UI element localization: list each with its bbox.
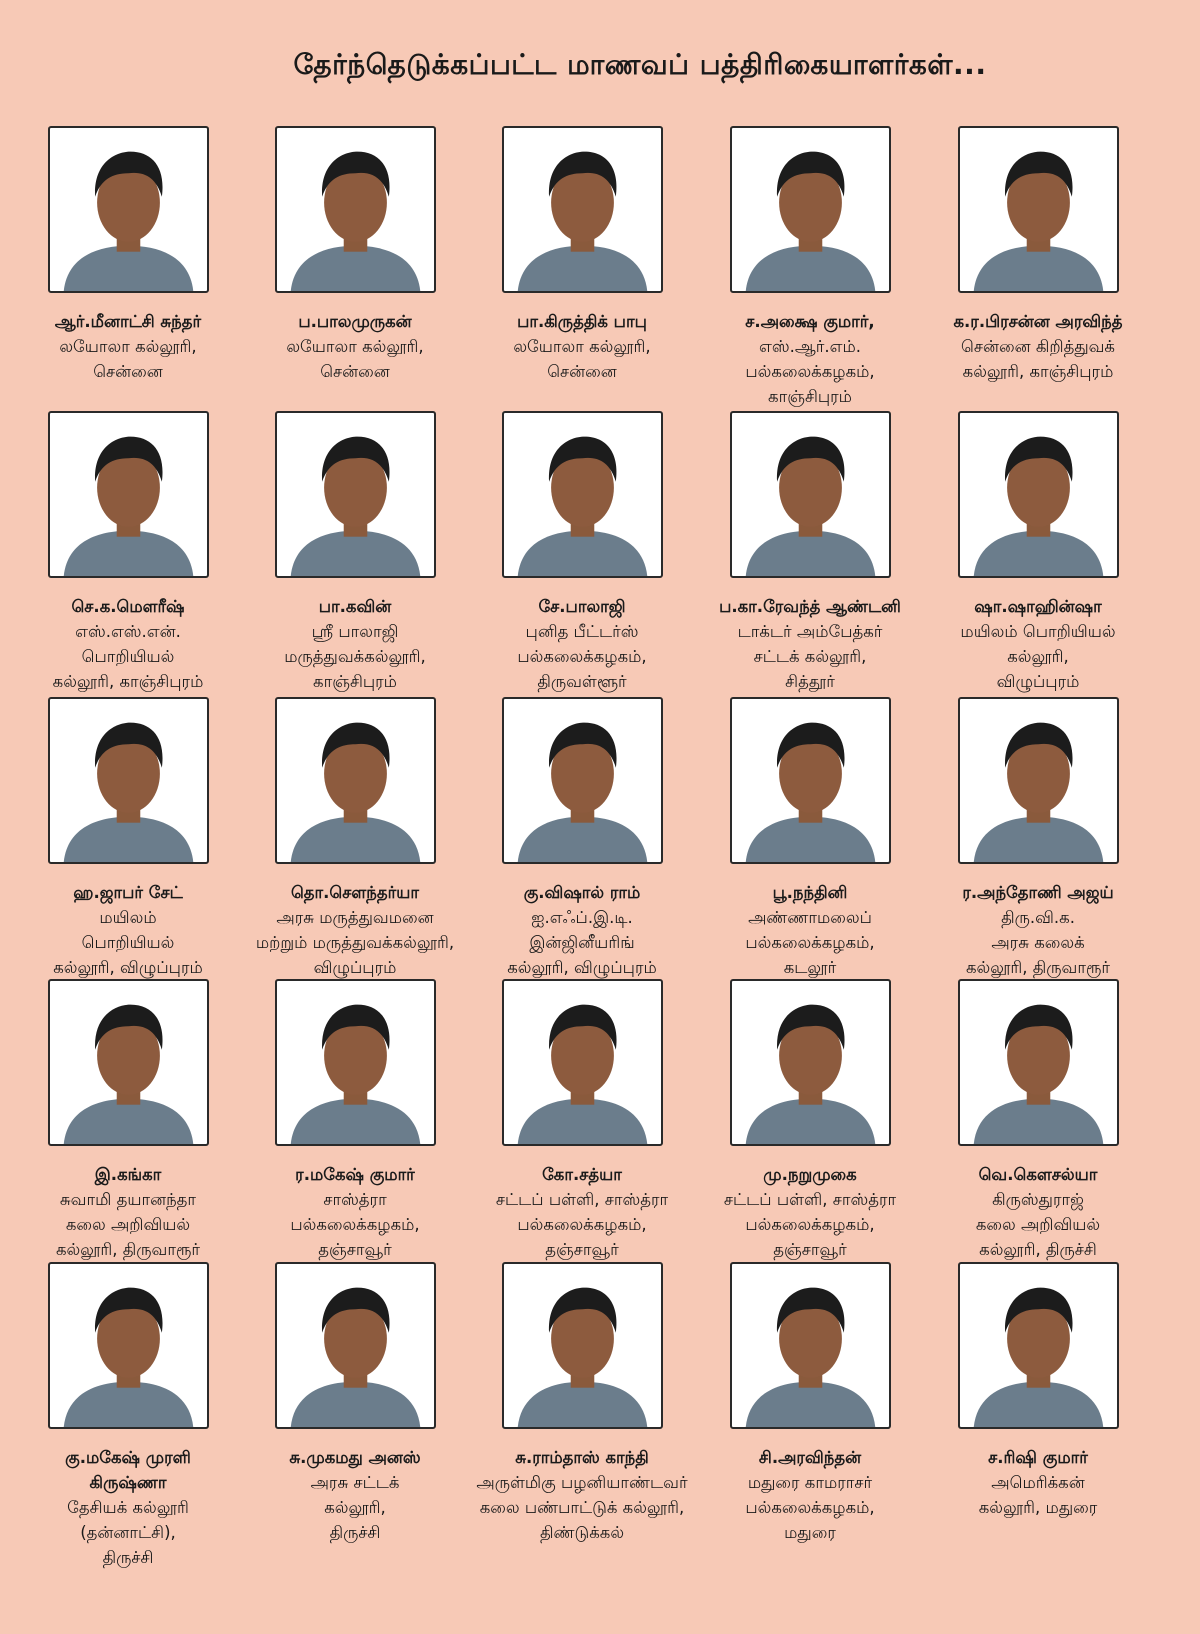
photo-frame bbox=[502, 697, 663, 864]
portrait-image bbox=[732, 981, 889, 1144]
student-name-line: ஆர்.மீனாட்சி சுந்தர் bbox=[54, 312, 202, 331]
institution-line: திருச்சி bbox=[102, 1548, 154, 1567]
student-name-line: கு.விஷால் ராம் bbox=[523, 883, 641, 902]
portrait-image bbox=[960, 413, 1117, 576]
institution-line: சட்டக் கல்லூரி, bbox=[753, 647, 867, 666]
profile-card bbox=[10, 697, 246, 980]
profile-card bbox=[920, 411, 1156, 694]
institution-line: சட்டப் பள்ளி, சாஸ்த்ரா bbox=[723, 1190, 897, 1209]
page-title: தேர்ந்தெடுக்கப்பட்ட மாணவப் பத்திரிகையாளர்கள்... bbox=[293, 48, 987, 81]
student-name bbox=[10, 880, 246, 905]
student-name bbox=[237, 1445, 473, 1470]
student-name-line: மு.நறுமுகை bbox=[763, 1165, 857, 1184]
profile-card bbox=[10, 126, 246, 384]
photo-frame bbox=[730, 1262, 891, 1429]
institution-line: மற்றும் மருத்துவக்கல்லூரி, bbox=[255, 933, 455, 952]
institution-line: காஞ்சிபுரம் bbox=[313, 672, 397, 691]
photo-frame bbox=[730, 979, 891, 1146]
profile-card bbox=[464, 1262, 700, 1545]
student-name-line: சி.அரவிந்தன் bbox=[758, 1448, 862, 1467]
institution-line: கலை அறிவியல் bbox=[975, 1215, 1101, 1234]
photo-frame bbox=[48, 126, 209, 293]
institution-line: கலை அறிவியல் bbox=[65, 1215, 191, 1234]
profile-card bbox=[920, 126, 1156, 384]
institution-line: கல்லூரி, திருச்சி bbox=[979, 1240, 1097, 1259]
institution-line: அரசு மருத்துவமனை bbox=[276, 908, 434, 927]
institution-line: சென்னை bbox=[320, 362, 390, 381]
portrait-image bbox=[732, 128, 889, 291]
student-name bbox=[464, 594, 700, 619]
student-name bbox=[692, 309, 928, 334]
student-name bbox=[10, 309, 246, 334]
institution-line: கல்லூரி, மதுரை bbox=[978, 1498, 1098, 1517]
portrait-image bbox=[50, 128, 207, 291]
institution-line: திருவள்ளூர் bbox=[537, 672, 627, 691]
photo-frame bbox=[730, 697, 891, 864]
institution-line: கல்லூரி, திருவாரூர் bbox=[965, 958, 1111, 977]
institution-line: மயிலம் பொறியியல் bbox=[960, 622, 1116, 641]
institution-line: கல்லூரி, திருவாரூர் bbox=[55, 1240, 201, 1259]
institution-line: கல்லூரி, bbox=[324, 1498, 386, 1517]
student-name bbox=[692, 594, 928, 619]
photo-frame bbox=[275, 979, 436, 1146]
student-name bbox=[237, 309, 473, 334]
student-name bbox=[237, 594, 473, 619]
profile-card bbox=[692, 697, 928, 980]
institution-line: திண்டுக்கல் bbox=[539, 1523, 625, 1542]
institution-line: பல்கலைக்கழகம், bbox=[517, 647, 647, 666]
photo-frame bbox=[958, 411, 1119, 578]
institution-line: கல்லூரி, விழுப்புரம் bbox=[507, 958, 657, 977]
institution-line: சென்னை கிறித்துவக் bbox=[961, 337, 1115, 356]
student-name bbox=[920, 309, 1156, 334]
institution-line: கல்லூரி, காஞ்சிபுரம் bbox=[962, 362, 1114, 381]
student-name bbox=[464, 880, 700, 905]
portrait-image bbox=[960, 981, 1117, 1144]
student-name bbox=[464, 309, 700, 334]
student-name bbox=[10, 1445, 246, 1495]
portrait-image bbox=[504, 699, 661, 862]
photo-frame bbox=[958, 697, 1119, 864]
student-name-line: க.ர.பிரசன்ன அரவிந்த் bbox=[953, 312, 1123, 331]
portrait-image bbox=[504, 1264, 661, 1427]
institution-line: பல்கலைக்கழகம், bbox=[517, 1215, 647, 1234]
portrait-image bbox=[277, 413, 434, 576]
profile-card bbox=[464, 697, 700, 980]
portrait-image bbox=[50, 699, 207, 862]
student-name-line: ர.மகேஷ் குமார் bbox=[295, 1165, 415, 1184]
student-name bbox=[237, 880, 473, 905]
portrait-image bbox=[504, 981, 661, 1144]
profile-card bbox=[237, 979, 473, 1262]
institution-line: லயோலா கல்லூரி, bbox=[286, 337, 424, 356]
profile-card bbox=[692, 979, 928, 1262]
institution-line: டாக்டர் அம்பேத்கர் bbox=[737, 622, 883, 641]
institution-line: தஞ்சாவூர் bbox=[773, 1240, 847, 1259]
institution-line: விழுப்புரம் bbox=[996, 672, 1080, 691]
photo-frame bbox=[502, 1262, 663, 1429]
institution-line: தேசியக் கல்லூரி bbox=[67, 1498, 189, 1517]
photo-frame bbox=[275, 126, 436, 293]
photo-frame bbox=[275, 411, 436, 578]
student-name bbox=[464, 1162, 700, 1187]
photo-frame bbox=[958, 1262, 1119, 1429]
institution-line: எஸ்.ஆர்.எம். bbox=[759, 337, 861, 356]
institution-line: திருச்சி bbox=[329, 1523, 381, 1542]
profile-card bbox=[237, 697, 473, 980]
photo-frame bbox=[502, 979, 663, 1146]
student-name bbox=[692, 1162, 928, 1187]
student-name bbox=[10, 1162, 246, 1187]
student-name bbox=[692, 1445, 928, 1470]
photo-frame bbox=[958, 126, 1119, 293]
student-name-line: பூ.நந்தினி bbox=[772, 883, 848, 902]
institution-line: எஸ்.எஸ்.என். bbox=[75, 622, 181, 641]
institution-line: மதுரை காமராசர் bbox=[747, 1473, 873, 1492]
student-name-line: பா.கிருத்திக் பாபு bbox=[517, 312, 647, 331]
student-name bbox=[692, 880, 928, 905]
profile-card bbox=[237, 1262, 473, 1545]
institution-line: தஞ்சாவூர் bbox=[318, 1240, 392, 1259]
student-name-line: சு.முகமது அனஸ் bbox=[289, 1448, 421, 1467]
institution-line: சாஸ்த்ரா bbox=[323, 1190, 387, 1209]
institution-line: கிருஸ்துராஜ் bbox=[992, 1190, 1084, 1209]
photo-frame bbox=[48, 411, 209, 578]
institution-line: சென்னை bbox=[93, 362, 163, 381]
portrait-image bbox=[732, 699, 889, 862]
profile-card bbox=[10, 979, 246, 1262]
photo-frame bbox=[48, 1262, 209, 1429]
profile-card bbox=[237, 411, 473, 694]
institution-line: பல்கலைக்கழகம், bbox=[745, 362, 875, 381]
student-name bbox=[920, 880, 1156, 905]
student-name bbox=[10, 594, 246, 619]
portrait-image bbox=[732, 1264, 889, 1427]
institution-line: சுவாமி தயானந்தா bbox=[59, 1190, 197, 1209]
portrait-image bbox=[277, 1264, 434, 1427]
profile-card bbox=[464, 411, 700, 694]
institution-line: மதுரை bbox=[784, 1523, 836, 1542]
photo-frame bbox=[502, 411, 663, 578]
student-name-line: ஹ.ஜாபர் சேட் bbox=[73, 883, 183, 902]
profile-card bbox=[464, 979, 700, 1262]
profile-card bbox=[692, 126, 928, 409]
institution-line: கலை பண்பாட்டுக் கல்லூரி, bbox=[479, 1498, 685, 1517]
institution-line: மருத்துவக்கல்லூரி, bbox=[284, 647, 426, 666]
profile-card bbox=[237, 126, 473, 384]
institution-line: தஞ்சாவூர் bbox=[545, 1240, 619, 1259]
student-name-line: தொ.சௌந்தர்யா bbox=[290, 883, 420, 902]
profile-card bbox=[464, 126, 700, 384]
institution-line: இன்ஜினீயரிங் bbox=[529, 933, 635, 952]
institution-line: பல்கலைக்கழகம், bbox=[745, 933, 875, 952]
institution-line: கல்லூரி, காஞ்சிபுரம் bbox=[52, 672, 204, 691]
student-name bbox=[920, 1162, 1156, 1187]
student-name-line: வெ.கௌசல்யா bbox=[978, 1165, 1098, 1184]
institution-line: ஐ.எஃப்.இ.டி. bbox=[531, 908, 633, 927]
institution-line: கல்லூரி, bbox=[1007, 647, 1069, 666]
portrait-image bbox=[504, 128, 661, 291]
institution-line: பல்கலைக்கழகம், bbox=[290, 1215, 420, 1234]
portrait-image bbox=[504, 413, 661, 576]
student-name-line: ச.அக்ஷை குமார், bbox=[745, 312, 875, 331]
institution-line: விழுப்புரம் bbox=[313, 958, 397, 977]
student-name-line: சே.பாலாஜி bbox=[538, 597, 626, 616]
student-name-line: கிருஷ்ணா bbox=[89, 1473, 167, 1492]
portrait-image bbox=[960, 128, 1117, 291]
portrait-image bbox=[960, 699, 1117, 862]
student-name-line: கோ.சத்யா bbox=[542, 1165, 622, 1184]
photo-frame bbox=[48, 979, 209, 1146]
photo-frame bbox=[502, 126, 663, 293]
institution-line: சட்டப் பள்ளி, சாஸ்த்ரா bbox=[495, 1190, 669, 1209]
portrait-image bbox=[50, 413, 207, 576]
institution-line: அருள்மிகு பழனியாண்டவர் bbox=[476, 1473, 688, 1492]
portrait-image bbox=[277, 981, 434, 1144]
photo-frame bbox=[730, 126, 891, 293]
photo-frame bbox=[275, 1262, 436, 1429]
institution-line: லயோலா கல்லூரி, bbox=[59, 337, 197, 356]
profile-card bbox=[692, 1262, 928, 1545]
photo-frame bbox=[958, 979, 1119, 1146]
institution-line: கல்லூரி, விழுப்புரம் bbox=[53, 958, 203, 977]
institution-line: லயோலா கல்லூரி, bbox=[513, 337, 651, 356]
portrait-image bbox=[732, 413, 889, 576]
student-name-line: ச.ரிஷி குமார் bbox=[988, 1448, 1088, 1467]
student-name bbox=[920, 1445, 1156, 1470]
student-name-line: செ.க.மெளரீஷ் bbox=[71, 597, 185, 616]
student-name-line: ர.அந்தோணி அஜய் bbox=[962, 883, 1114, 902]
profile-card bbox=[10, 411, 246, 694]
portrait-image bbox=[277, 128, 434, 291]
institution-line: கடலூர் bbox=[783, 958, 837, 977]
portrait-image bbox=[277, 699, 434, 862]
institution-line: (தன்னாட்சி), bbox=[80, 1523, 176, 1542]
institution-line: அரசு கலைக் bbox=[991, 933, 1085, 952]
institution-line: திரு.வி.க. bbox=[1001, 908, 1075, 927]
student-name-line: பா.கவின் bbox=[318, 597, 392, 616]
profile-card bbox=[10, 1262, 246, 1570]
profile-card bbox=[692, 411, 928, 694]
student-name-line: ப.பாலமுருகன் bbox=[298, 312, 412, 331]
photo-frame bbox=[48, 697, 209, 864]
institution-line: காஞ்சிபுரம் bbox=[768, 387, 852, 406]
institution-line: பல்கலைக்கழகம், bbox=[745, 1498, 875, 1517]
profile-card bbox=[920, 697, 1156, 980]
student-name-line: சு.ராம்தாஸ் காந்தி bbox=[515, 1448, 649, 1467]
institution-line: சித்தூர் bbox=[785, 672, 835, 691]
student-name-line: ஷா.ஷாஹின்ஷா bbox=[974, 597, 1102, 616]
institution-line: சென்னை bbox=[547, 362, 617, 381]
portrait-image bbox=[50, 1264, 207, 1427]
institution-line: பொறியியல் bbox=[81, 647, 175, 666]
institution-line: புனித பீட்டர்ஸ் bbox=[525, 622, 639, 641]
student-name bbox=[237, 1162, 473, 1187]
institution-line: ஸ்ரீ பாலாஜி bbox=[311, 622, 399, 641]
institution-line: பல்கலைக்கழகம், bbox=[745, 1215, 875, 1234]
portrait-image bbox=[50, 981, 207, 1144]
student-name-line: ப.கா.ரேவந்த் ஆண்டனி bbox=[719, 597, 901, 616]
institution-line: அமெரிக்கன் bbox=[991, 1473, 1085, 1492]
institution-line: மயிலம் bbox=[99, 908, 157, 927]
student-name bbox=[920, 594, 1156, 619]
portrait-image bbox=[960, 1264, 1117, 1427]
institution-line: அண்ணாமலைப் bbox=[748, 908, 872, 927]
profile-card bbox=[920, 979, 1156, 1262]
profile-card bbox=[920, 1262, 1156, 1520]
student-name bbox=[464, 1445, 700, 1470]
institution-line: பொறியியல் bbox=[81, 933, 175, 952]
photo-frame bbox=[275, 697, 436, 864]
institution-line: அரசு சட்டக் bbox=[310, 1473, 400, 1492]
student-name-line: இ.கங்கா bbox=[94, 1165, 162, 1184]
photo-frame bbox=[730, 411, 891, 578]
student-name-line: கு.மகேஷ் முரளி bbox=[65, 1448, 191, 1467]
